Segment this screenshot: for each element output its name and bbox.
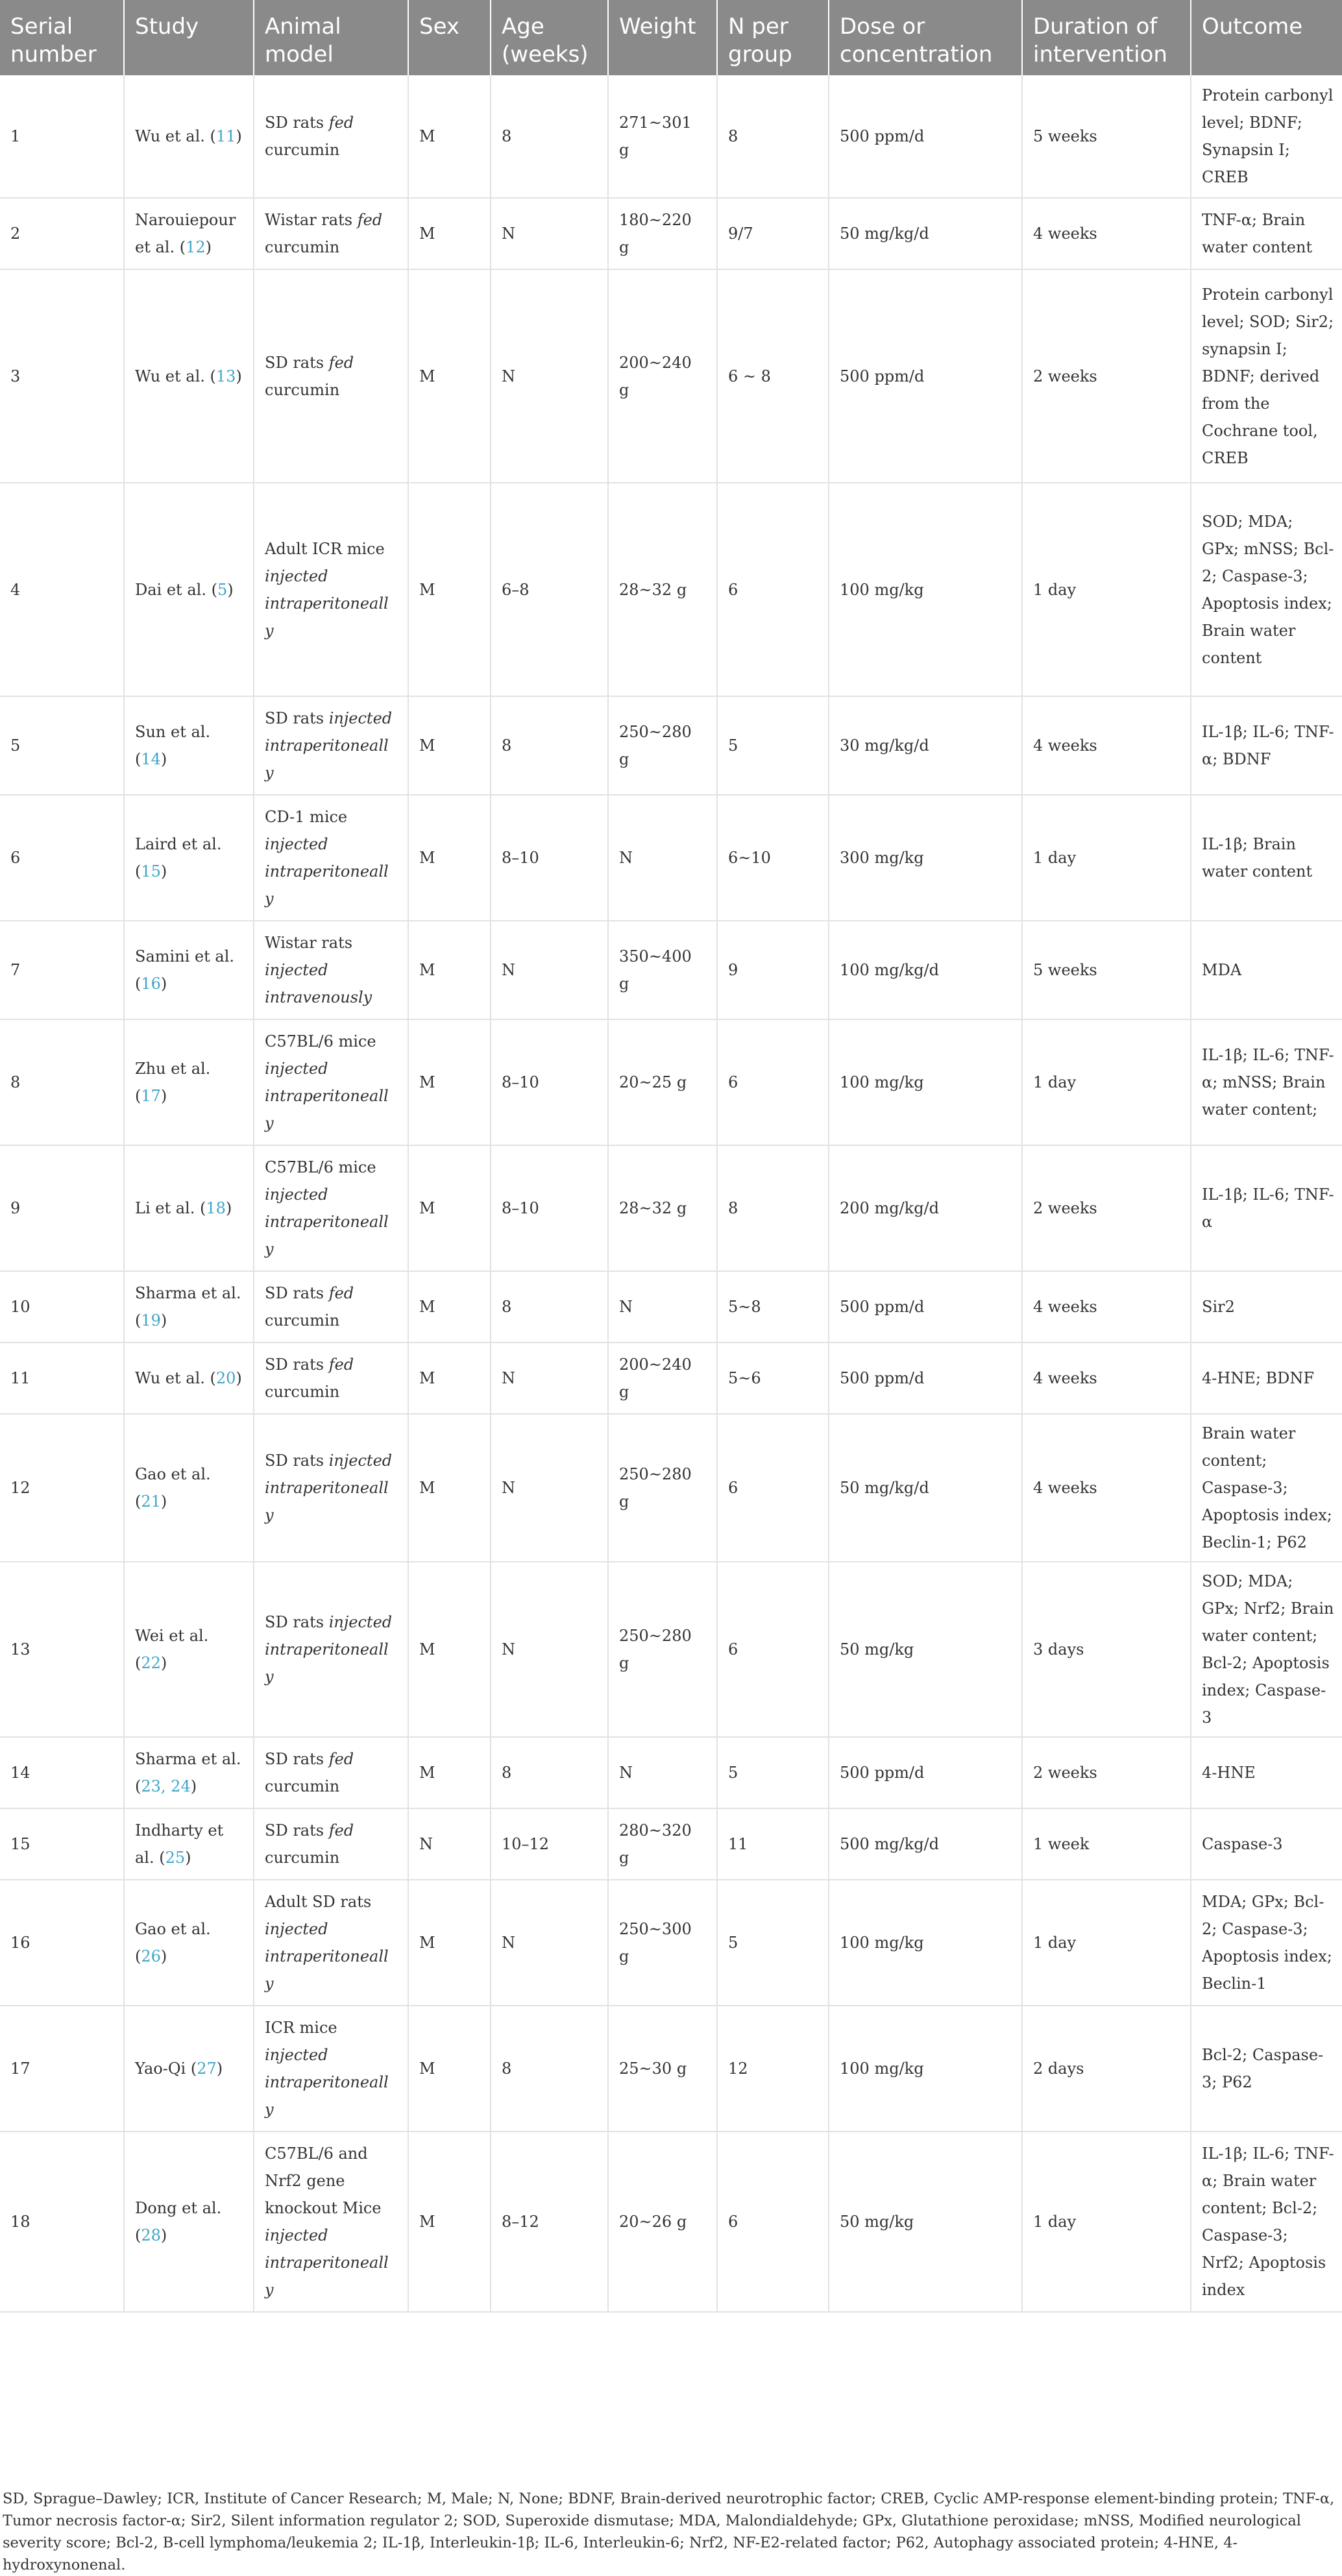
cell-animal-model (254, 1414, 408, 1562)
cell-outcome: Bcl-2; Caspase-3; P62 (1191, 2006, 1342, 2132)
reference-link[interactable]: 25 (165, 1849, 186, 1867)
cell-dose: 50 mg/kg/d (829, 1414, 1022, 1562)
reference-link[interactable]: 19 (141, 1311, 161, 1330)
reference-link[interactable]: 16 (141, 975, 161, 993)
header-weight: Weight (608, 0, 717, 75)
study-author: Sharma et al. (135, 1750, 241, 1768)
table-row (0, 1562, 1342, 1737)
cell-age: 8–10 (491, 1019, 608, 1145)
administration-route: fed (357, 211, 383, 229)
table-row (0, 1737, 1342, 1808)
cell-n-per-group: 8 (717, 1145, 829, 1271)
study-author: Wei et al. (135, 1627, 209, 1645)
cell-study: Dai et al. (5) (124, 483, 254, 696)
cell-duration: 4 weeks (1022, 1414, 1191, 1562)
cell-duration: 2 weeks (1022, 1737, 1191, 1808)
cell-dose: 200 mg/kg/d (829, 1145, 1022, 1271)
cell-outcome: 4-HNE (1191, 1737, 1342, 1808)
cell-animal-model (254, 1271, 408, 1343)
cell-n-per-group: 12 (717, 2006, 829, 2132)
administration-route: fed (328, 114, 354, 132)
reference-link[interactable]: 15 (141, 862, 161, 881)
cell-age: N (491, 1414, 608, 1562)
cell-dose: 500 mg/kg/d (829, 1808, 1022, 1880)
cell-n-per-group: 6~10 (717, 795, 829, 921)
cell-duration: 4 weeks (1022, 696, 1191, 795)
header-age: Age (weeks) (491, 0, 608, 75)
cell-dose: 50 mg/kg/d (829, 198, 1022, 269)
administration-route: injected intraperitoneally (265, 1060, 389, 1132)
table-body (0, 75, 1342, 2312)
cell-weight: 250~280 g (608, 1414, 717, 1562)
cell-dose: 100 mg/kg (829, 1019, 1022, 1145)
cell-n-per-group: 6 (717, 1019, 829, 1145)
administration-route: fed (328, 1355, 354, 1374)
header-outcome: Outcome (1191, 0, 1342, 75)
cell-n-per-group: 9/7 (717, 198, 829, 269)
cell-study: Laird et al. (15) (124, 795, 254, 921)
animal-model-suffix: curcumin (265, 1383, 340, 1401)
animal-model-name: Adult ICR mice (265, 539, 385, 558)
cell-age: 8–10 (491, 1145, 608, 1271)
cell-duration: 1 week (1022, 1808, 1191, 1880)
cell-outcome: TNF-α; Brain water content (1191, 198, 1342, 269)
cell-outcome: SOD; MDA; GPx; Nrf2; Brain water content; Bcl-2; Apoptosis index; Caspase-3 (1191, 1562, 1342, 1737)
cell-n-per-group: 6 ~ 8 (717, 269, 829, 483)
cell-age: 8 (491, 2006, 608, 2132)
cell-weight: 350~400 g (608, 921, 717, 1019)
cell-n-per-group: 6 (717, 2132, 829, 2312)
cell-outcome: 4-HNE; BDNF (1191, 1343, 1342, 1414)
table-row (0, 75, 1342, 198)
cell-n-per-group: 5 (717, 1880, 829, 2006)
cell-outcome: Sir2 (1191, 1271, 1342, 1343)
cell-serial: 8 (0, 1019, 124, 1145)
administration-route: injected intraperitoneally (265, 2046, 389, 2119)
header-study: Study (124, 0, 254, 75)
header-dose: Dose or concentration (829, 0, 1022, 75)
cell-animal-model (254, 2132, 408, 2312)
table-row (0, 1145, 1342, 1271)
cell-animal-model (254, 1019, 408, 1145)
cell-animal-model (254, 1343, 408, 1414)
table-header-row (0, 0, 1342, 75)
administration-route: injected intraperitoneally (265, 1920, 389, 1993)
cell-sex: M (408, 2132, 491, 2312)
study-author: Li et al. (135, 1199, 195, 1217)
cell-age: N (491, 1343, 608, 1414)
cell-age: 10–12 (491, 1808, 608, 1880)
administration-route: injected intraperitoneally (265, 835, 389, 908)
reference-link[interactable]: 17 (141, 1087, 161, 1105)
cell-study: Sharma et al. (23, 24) (124, 1737, 254, 1808)
animal-model-name: SD rats (265, 1613, 324, 1631)
animal-model-suffix: curcumin (265, 1849, 340, 1867)
cell-duration: 2 days (1022, 2006, 1191, 2132)
cell-n-per-group: 9 (717, 921, 829, 1019)
reference-link[interactable]: 20 (215, 1369, 236, 1387)
animal-model-suffix: curcumin (265, 238, 340, 256)
administration-route: fed (328, 353, 354, 372)
cell-dose: 300 mg/kg (829, 795, 1022, 921)
reference-link[interactable]: 12 (186, 238, 206, 256)
administration-route: fed (328, 1750, 354, 1768)
administration-route: injected intraperitoneally (265, 1185, 389, 1258)
cell-sex: M (408, 1019, 491, 1145)
cell-dose: 50 mg/kg (829, 2132, 1022, 2312)
cell-age: 8 (491, 696, 608, 795)
cell-age: N (491, 269, 608, 483)
cell-duration: 1 day (1022, 483, 1191, 696)
table-row (0, 1808, 1342, 1880)
cell-sex: M (408, 921, 491, 1019)
cell-n-per-group: 5 (717, 1737, 829, 1808)
table-row (0, 269, 1342, 483)
study-author: Wu et al. (135, 127, 205, 145)
cell-duration: 2 weeks (1022, 1145, 1191, 1271)
animal-model-name: C57BL/6 mice (265, 1032, 376, 1051)
cell-sex: M (408, 75, 491, 198)
table-row (0, 483, 1342, 696)
cell-weight: 200~240 g (608, 1343, 717, 1414)
cell-serial: 16 (0, 1880, 124, 2006)
cell-duration: 3 days (1022, 1562, 1191, 1737)
table-row (0, 1019, 1342, 1145)
cell-sex: M (408, 198, 491, 269)
header-n-per-group: N per group (717, 0, 829, 75)
cell-age: 8 (491, 1271, 608, 1343)
cell-outcome: Caspase-3 (1191, 1808, 1342, 1880)
cell-outcome: Protein carbonyl level; SOD; Sir2; synapsin I; BDNF; derived from the Cochrane tool, CREB (1191, 269, 1342, 483)
cell-age: 8 (491, 75, 608, 198)
cell-study: Samini et al. (16) (124, 921, 254, 1019)
table-row (0, 1880, 1342, 2006)
cell-sex: M (408, 1414, 491, 1562)
cell-study: Dong et al. (28) (124, 2132, 254, 2312)
cell-outcome: MDA (1191, 921, 1342, 1019)
study-author: Wu et al. (135, 1369, 205, 1387)
cell-study: Yao-Qi (27) (124, 2006, 254, 2132)
table-row (0, 1343, 1342, 1414)
cell-n-per-group: 5~6 (717, 1343, 829, 1414)
cell-animal-model (254, 269, 408, 483)
header-animal-model: Animal model (254, 0, 408, 75)
cell-serial: 1 (0, 75, 124, 198)
animal-model-name: SD rats (265, 353, 324, 372)
cell-outcome: IL-1β; IL-6; TNF-α; Brain water content; Bcl-2; Caspase-3; Nrf2; Apoptosis index (1191, 2132, 1342, 2312)
cell-n-per-group: 8 (717, 75, 829, 198)
table-row (0, 198, 1342, 269)
cell-study: Li et al. (18) (124, 1145, 254, 1271)
study-author: Samini et al. (135, 947, 235, 966)
cell-dose: 100 mg/kg (829, 2006, 1022, 2132)
cell-n-per-group: 11 (717, 1808, 829, 1880)
cell-dose: 30 mg/kg/d (829, 696, 1022, 795)
cell-animal-model (254, 921, 408, 1019)
study-author: Yao-Qi (135, 2060, 186, 2078)
cell-serial: 15 (0, 1808, 124, 1880)
cell-outcome: IL-1β; IL-6; TNF-α (1191, 1145, 1342, 1271)
cell-duration: 5 weeks (1022, 921, 1191, 1019)
administration-route: fed (328, 1284, 354, 1302)
cell-dose: 500 ppm/d (829, 1343, 1022, 1414)
cell-weight: 280~320 g (608, 1808, 717, 1880)
animal-model-suffix: curcumin (265, 1777, 340, 1795)
cell-study: Sharma et al. (19) (124, 1271, 254, 1343)
cell-sex: M (408, 1343, 491, 1414)
animal-model-name: Adult SD rats (265, 1893, 372, 1911)
cell-outcome: Brain water content; Caspase-3; Apoptosis index; Beclin-1; P62 (1191, 1414, 1342, 1562)
cell-weight: 250~300 g (608, 1880, 717, 2006)
study-author: Gao et al. (135, 1920, 211, 1938)
cell-weight: 180~220 g (608, 198, 717, 269)
cell-study: Indharty et al. (25) (124, 1808, 254, 1880)
cell-n-per-group: 6 (717, 483, 829, 696)
cell-animal-model (254, 1562, 408, 1737)
reference-link[interactable]: 27 (197, 2060, 217, 2078)
cell-outcome: IL-1β; IL-6; TNF-α; BDNF (1191, 696, 1342, 795)
header-serial-number: Serial number (0, 0, 124, 75)
administration-route: injected intraperitoneally (265, 1452, 393, 1524)
animal-model-name: Wistar rats (265, 211, 353, 229)
cell-duration: 1 day (1022, 2132, 1191, 2312)
cell-sex: M (408, 795, 491, 921)
cell-animal-model (254, 1808, 408, 1880)
cell-serial: 4 (0, 483, 124, 696)
cell-sex: M (408, 1562, 491, 1737)
reference-link[interactable]: 18 (206, 1199, 226, 1217)
cell-duration: 1 day (1022, 795, 1191, 921)
cell-dose: 500 ppm/d (829, 1271, 1022, 1343)
administration-route: injected intraperitoneally (265, 566, 389, 640)
cell-dose: 50 mg/kg (829, 1562, 1022, 1737)
cell-dose: 100 mg/kg (829, 1880, 1022, 2006)
cell-outcome: IL-1β; IL-6; TNF-α; mNSS; Brain water content; (1191, 1019, 1342, 1145)
cell-outcome: SOD; MDA; GPx; mNSS; Bcl-2; Caspase-3; Apoptosis index; Brain water content (1191, 483, 1342, 696)
administration-route: injected intraperitoneally (265, 1613, 393, 1686)
cell-n-per-group: 6 (717, 1562, 829, 1737)
animal-model-name: SD rats (265, 1452, 324, 1470)
administration-route: fed (328, 1821, 354, 1840)
cell-serial: 10 (0, 1271, 124, 1343)
reference-link[interactable]: 22 (141, 1654, 161, 1672)
animal-model-name: SD rats (265, 1355, 324, 1374)
header-sex: Sex (408, 0, 491, 75)
cell-weight: 28~32 g (608, 483, 717, 696)
cell-duration: 2 weeks (1022, 269, 1191, 483)
cell-duration: 1 day (1022, 1880, 1191, 2006)
cell-animal-model (254, 2006, 408, 2132)
cell-study: Wu et al. (13) (124, 269, 254, 483)
cell-animal-model (254, 1880, 408, 2006)
cell-duration: 1 day (1022, 1019, 1191, 1145)
cell-outcome: Protein carbonyl level; BDNF; Synapsin I; CREB (1191, 75, 1342, 198)
reference-link[interactable]: 23, 24 (141, 1777, 191, 1795)
cell-study: Gao et al. (21) (124, 1414, 254, 1562)
cell-weight: 250~280 g (608, 1562, 717, 1737)
cell-study: Wu et al. (11) (124, 75, 254, 198)
cell-serial: 5 (0, 696, 124, 795)
cell-weight: N (608, 1737, 717, 1808)
animal-model-name: SD rats (265, 1750, 324, 1768)
cell-age: 8 (491, 1737, 608, 1808)
animal-model-name: C57BL/6 mice (265, 1158, 376, 1176)
animal-model-name: SD rats (265, 114, 324, 132)
study-author: Dai et al. (135, 580, 206, 599)
cell-animal-model (254, 1737, 408, 1808)
animal-model-name: Wistar rats (265, 934, 353, 952)
table-row (0, 1271, 1342, 1343)
cell-weight: N (608, 795, 717, 921)
cell-n-per-group: 5 (717, 696, 829, 795)
cell-dose: 500 ppm/d (829, 75, 1022, 198)
cell-sex: M (408, 1145, 491, 1271)
administration-route: injected intraperitoneally (265, 2226, 389, 2299)
reference-link[interactable]: 5 (217, 580, 228, 599)
study-author: Sun et al. (135, 723, 211, 741)
cell-sex: M (408, 696, 491, 795)
cell-duration: 5 weeks (1022, 75, 1191, 198)
cell-sex: M (408, 1880, 491, 2006)
cell-study: Gao et al. (26) (124, 1880, 254, 2006)
cell-age: N (491, 1562, 608, 1737)
cell-serial: 12 (0, 1414, 124, 1562)
cell-animal-model (254, 483, 408, 696)
cell-animal-model (254, 75, 408, 198)
cell-study: Sun et al. (14) (124, 696, 254, 795)
reference-link[interactable]: 26 (141, 1947, 161, 1965)
cell-animal-model (254, 198, 408, 269)
cell-serial: 9 (0, 1145, 124, 1271)
cell-serial: 13 (0, 1562, 124, 1737)
cell-sex: M (408, 269, 491, 483)
cell-age: 8–10 (491, 795, 608, 921)
reference-link[interactable]: 14 (141, 750, 161, 768)
cell-dose: 100 mg/kg/d (829, 921, 1022, 1019)
cell-serial: 6 (0, 795, 124, 921)
animal-model-suffix: curcumin (265, 141, 340, 159)
animal-model-suffix: curcumin (265, 1311, 340, 1330)
cell-weight: 28~32 g (608, 1145, 717, 1271)
cell-weight: 271~301 g (608, 75, 717, 198)
table-row (0, 696, 1342, 795)
cell-n-per-group: 5~8 (717, 1271, 829, 1343)
header-duration: Duration of intervention (1022, 0, 1191, 75)
cell-dose: 100 mg/kg (829, 483, 1022, 696)
reference-link[interactable]: 13 (215, 367, 236, 385)
cell-weight: 250~280 g (608, 696, 717, 795)
table-row (0, 2132, 1342, 2312)
cell-age: N (491, 1880, 608, 2006)
study-author: Laird et al. (135, 835, 222, 853)
administration-route: injected intravenously (265, 961, 372, 1006)
cell-animal-model (254, 795, 408, 921)
study-author: Wu et al. (135, 367, 205, 385)
cell-study: Zhu et al. (17) (124, 1019, 254, 1145)
cell-n-per-group: 6 (717, 1414, 829, 1562)
reference-link[interactable]: 11 (215, 127, 236, 145)
animal-model-suffix: curcumin (265, 380, 340, 399)
cell-outcome: MDA; GPx; Bcl-2; Caspase-3; Apoptosis index; Beclin-1 (1191, 1880, 1342, 2006)
study-author: Dong et al. (135, 2199, 222, 2217)
cell-sex: M (408, 1271, 491, 1343)
cell-sex: N (408, 1808, 491, 1880)
cell-outcome: IL-1β; Brain water content (1191, 795, 1342, 921)
reference-link[interactable]: 28 (141, 2226, 161, 2244)
cell-age: N (491, 198, 608, 269)
cell-age: 6–8 (491, 483, 608, 696)
cell-study: Narouiepour et al. (12) (124, 198, 254, 269)
animal-model-name: SD rats (265, 1821, 324, 1840)
study-author: Narouiepour et al. (135, 211, 236, 256)
cell-weight: 20~26 g (608, 2132, 717, 2312)
cell-weight: N (608, 1271, 717, 1343)
table-row (0, 1414, 1342, 1562)
study-author: Zhu et al. (135, 1060, 211, 1078)
cell-animal-model (254, 696, 408, 795)
cell-age: 8–12 (491, 2132, 608, 2312)
cell-serial: 14 (0, 1737, 124, 1808)
cell-serial: 7 (0, 921, 124, 1019)
cell-sex: M (408, 1737, 491, 1808)
cell-serial: 11 (0, 1343, 124, 1414)
table-row (0, 2006, 1342, 2132)
cell-weight: 200~240 g (608, 269, 717, 483)
study-author: Indharty et al. (135, 1821, 224, 1867)
table-row (0, 921, 1342, 1019)
cell-study: Wu et al. (20) (124, 1343, 254, 1414)
animal-model-name: C57BL/6 and Nrf2 gene knockout Mice (265, 2145, 382, 2217)
cell-duration: 4 weeks (1022, 1271, 1191, 1343)
cell-weight: 20~25 g (608, 1019, 717, 1145)
cell-serial: 2 (0, 198, 124, 269)
reference-link[interactable]: 21 (141, 1492, 161, 1511)
cell-study: Wei et al. (22) (124, 1562, 254, 1737)
animal-model-name: SD rats (265, 709, 324, 727)
cell-serial: 3 (0, 269, 124, 483)
animal-model-name: SD rats (265, 1284, 324, 1302)
cell-age: N (491, 921, 608, 1019)
cell-animal-model (254, 1145, 408, 1271)
cell-dose: 500 ppm/d (829, 269, 1022, 483)
cell-duration: 4 weeks (1022, 198, 1191, 269)
animal-model-name: CD-1 mice (265, 808, 348, 826)
cell-dose: 500 ppm/d (829, 1737, 1022, 1808)
cell-duration: 4 weeks (1022, 1343, 1191, 1414)
study-author: Gao et al. (135, 1465, 211, 1483)
cell-sex: M (408, 483, 491, 696)
cell-serial: 17 (0, 2006, 124, 2132)
cell-weight: 25~30 g (608, 2006, 717, 2132)
administration-route: injected intraperitoneally (265, 709, 393, 782)
cell-sex: M (408, 2006, 491, 2132)
table-footnote: SD, Sprague–Dawley; ICR, Institute of Cancer Research; M, Male; N, None; BDNF, Brain-derived neurotrophic factor; CREB, Cyclic AMP-response element-binding protein; TNF-α, Tumor necrosis factor-α; Sir2, Silent information regulator 2; SOD, Superoxide dismutase; MDA, Malondialdehyde; GPx, Glutathione peroxidase; mNSS, Modified neurological severity score; Bcl-2, B-cell lymphoma/leukemia 2; IL-1β, Interleukin-1β; IL-6, Interleukin-6; Nrf2, NF-E2-related factor; P62, Autophagy associated protein; 4-HNE, 4-hydroxynonenal. (3, 2490, 1335, 2573)
animal-model-name: ICR mice (265, 2019, 337, 2037)
study-author: Sharma et al. (135, 1284, 241, 1302)
table-row (0, 795, 1342, 921)
cell-serial: 18 (0, 2132, 124, 2312)
